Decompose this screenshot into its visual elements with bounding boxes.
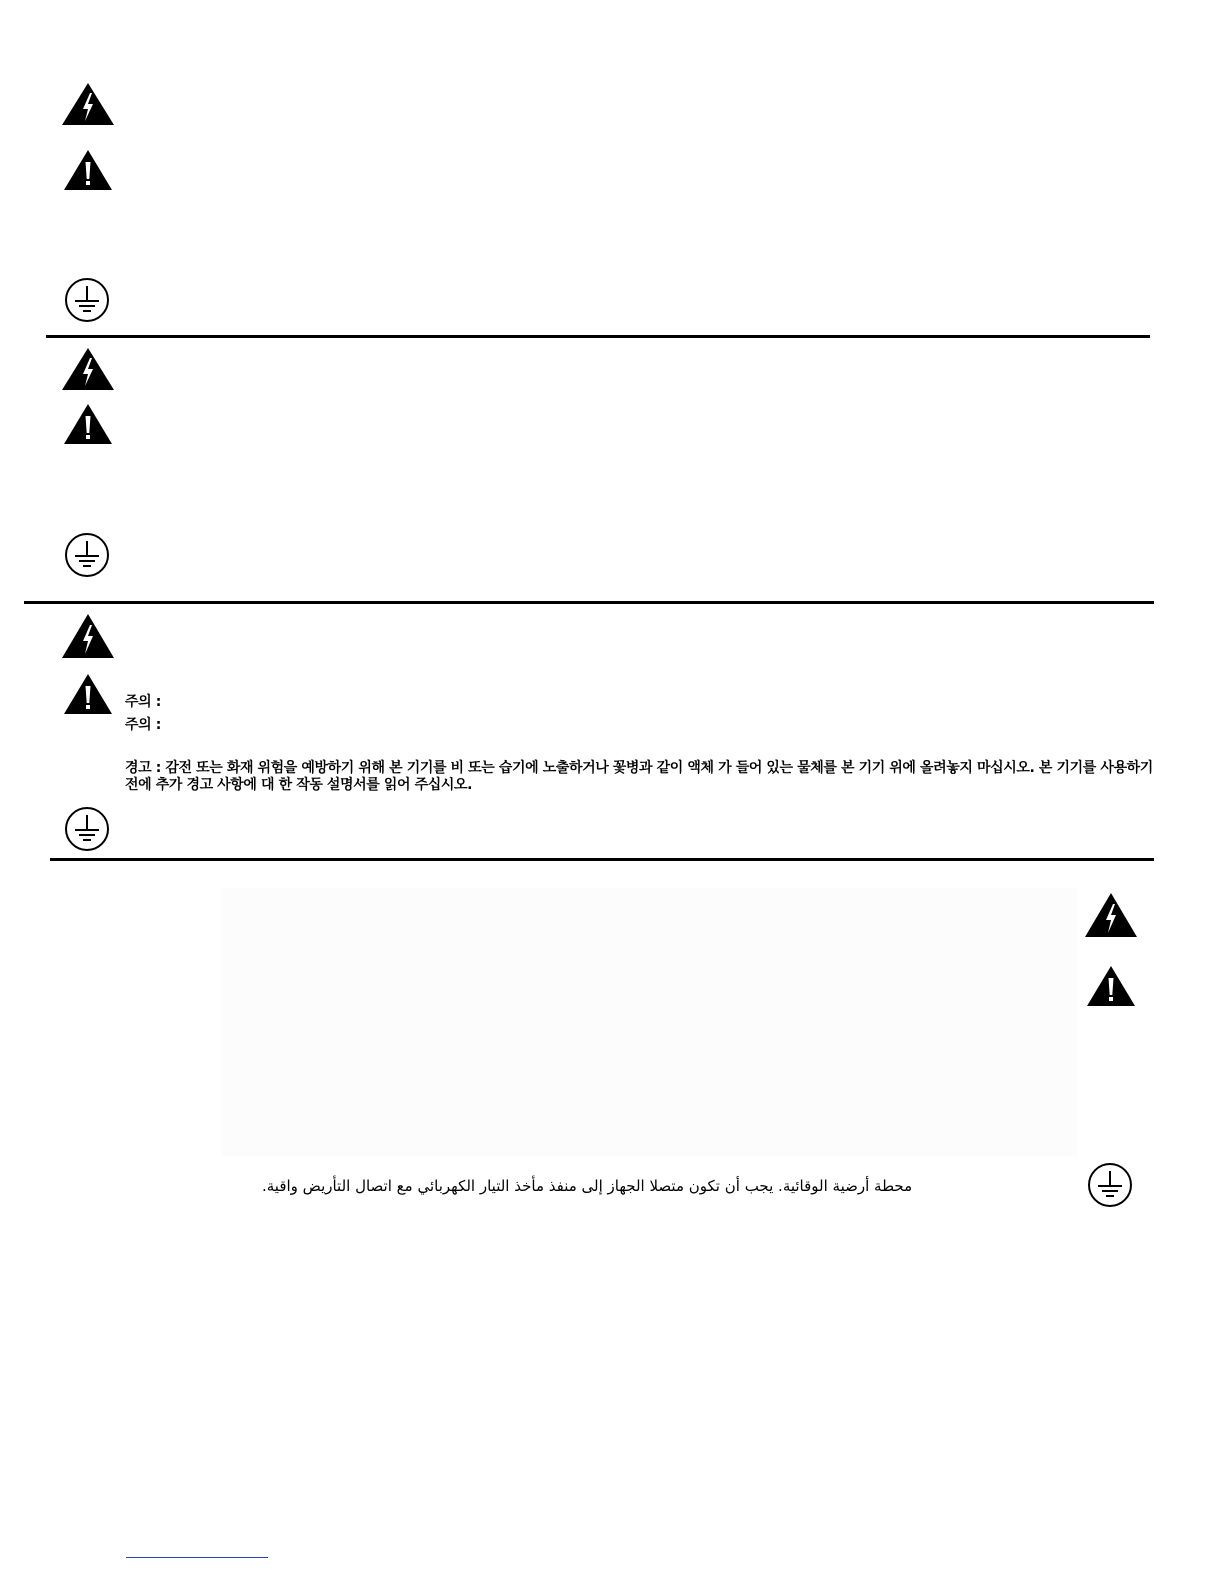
lightning-warning-icon [62, 83, 114, 125]
protective-earth-icon [1087, 1162, 1133, 1208]
footer-link-underline [126, 1557, 268, 1558]
blank-text-area [222, 888, 1077, 1156]
exclamation-warning-icon [64, 404, 112, 444]
lightning-warning-icon [62, 614, 114, 658]
section-divider [24, 601, 1154, 604]
section-divider [50, 858, 1154, 861]
protective-earth-icon [64, 532, 110, 578]
lightning-warning-icon [62, 348, 114, 390]
caution-label: 주의 : [125, 717, 161, 733]
exclamation-warning-icon [64, 674, 112, 714]
section-divider [46, 335, 1150, 338]
warning-paragraph: 경고 : 감전 또는 화재 위험을 예방하기 위해 본 기기를 비 또는 습기에 노출하거나 꽃병과 같이 액체 가 들어 있는 물체를 본 기기 위에 올려놓지 마십시오. 본 기기를 사용하기 전에 추가 경고 사항에 대 한 작동 설명서를 읽어 주십시오. [125, 760, 1153, 793]
protective-earth-text: محطة أرضية الوقائية. يجب أن تكون متصلا الجهاز إلى منفذ مأخذ التيار الكهربائي مع اتصال التأريض واقية. [262, 1177, 913, 1195]
lightning-warning-icon [1085, 893, 1137, 937]
exclamation-warning-icon [1087, 966, 1135, 1006]
caution-label: 주의 : [125, 694, 161, 710]
protective-earth-icon [64, 277, 110, 323]
exclamation-warning-icon [64, 150, 112, 190]
protective-earth-icon [64, 806, 110, 852]
